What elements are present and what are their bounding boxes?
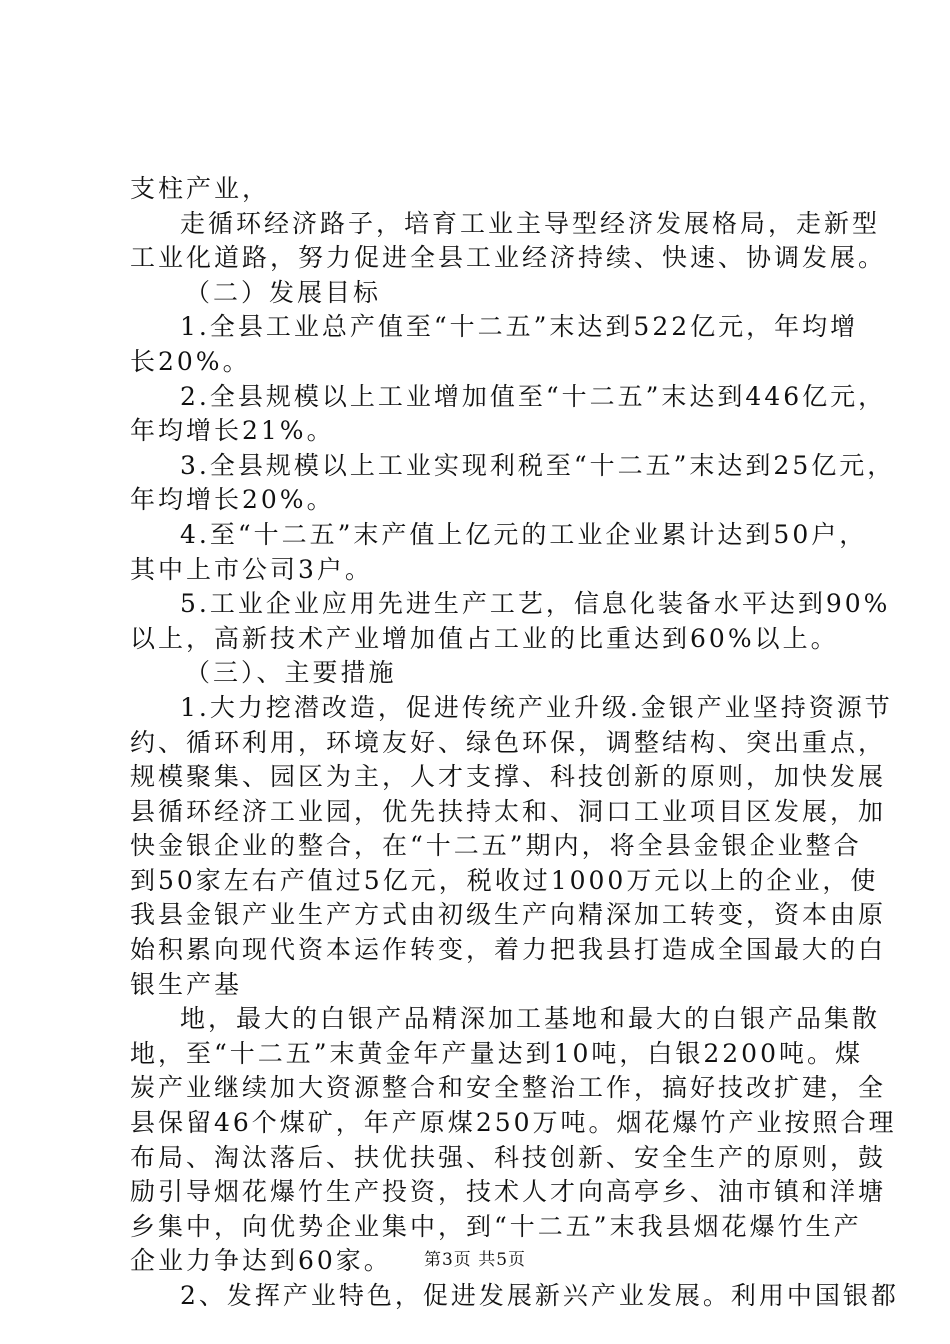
text-line: 企业力争达到60家。	[130, 1246, 392, 1276]
text-line: 县循环经济工业园，优先扶持太和、洞口工业项目区发展，加	[130, 796, 887, 826]
text-line: 银生产基	[130, 969, 243, 999]
page-number-footer: 第3页 共5页	[423, 1250, 527, 1270]
text-line: 支柱产业，	[130, 174, 271, 203]
text-line: 始积累向现代资本运作转变，着力把我县打造成全国最大的白	[130, 935, 887, 965]
text-line: 励引导烟花爆竹生产投资，技术人才向高亭乡、油市镇和洋塘	[130, 1177, 887, 1207]
text-line: 约、循环利用，环境友好、绿色环保，调整结构、突出重点，	[130, 727, 887, 757]
text-line: 规模聚集、园区为主，人才支撑、科技创新的原则，加快发展	[130, 762, 887, 792]
text-line: 5.工业企业应用先进生产工艺，信息化装备水平达到90%	[180, 589, 891, 619]
text-line: 县保留46个煤矿，年产原煤250万吨。烟花爆竹产业按照合理	[130, 1108, 897, 1138]
section-heading: （三）、主要措施	[185, 658, 397, 688]
text-line: 走循环经济路子，培育工业主导型经济发展格局，走新型	[180, 208, 881, 238]
document-body	[130, 172, 899, 1314]
text-line: 地，至“十二五”末黄金年产量达到10吨，白银2200吨。煤	[130, 1038, 863, 1068]
text-line: 炭产业继续加大资源整合和安全整治工作，搞好技改扩建，全	[130, 1073, 887, 1103]
text-line: 3.全县规模以上工业实现利税至“十二五”末达到25亿元，	[180, 450, 896, 480]
text-line: 1.全县工业总产值至“十二五”末达到522亿元，年均增	[180, 312, 859, 342]
text-line: 年均增长20%。	[130, 485, 335, 515]
text-line: 地，最大的白银产品精深加工基地和最大的白银产品集散	[180, 1004, 881, 1034]
text-line: 长20%。	[130, 346, 251, 376]
text-line: 其中上市公司3户。	[130, 554, 373, 584]
section-heading: （二）发展目标	[185, 277, 382, 307]
text-line: 以上，高新技术产业增加值占工业的比重达到60%以上。	[130, 623, 839, 653]
text-line: 乡集中，向优势企业集中，到“十二五”末我县烟花爆竹生产	[130, 1211, 862, 1241]
text-line: 2.全县规模以上工业增加值至“十二五”末达到446亿元，	[180, 381, 887, 411]
text-line: 4.至“十二五”末产值上亿元的工业企业累计达到50户，	[180, 519, 868, 549]
text-line: 到50家左右产值过5亿元，税收过1000万元以上的企业，使	[130, 865, 879, 895]
text-line: 2、发挥产业特色，促进发展新兴产业发展。利用中国银都	[180, 1281, 899, 1310]
text-line: 1.大力挖潜改造，促进传统产业升级.金银产业坚持资源节	[180, 692, 893, 722]
text-line: 快金银企业的整合，在“十二五”期内，将全县金银企业整合	[130, 831, 862, 861]
text-line: 布局、淘汰落后、扶优扶强、科技创新、安全生产的原则，鼓	[130, 1142, 887, 1172]
text-line: 工业化道路，努力促进全县工业经济持续、快速、协调发展。	[130, 243, 887, 273]
text-line: 年均增长21%。	[130, 416, 335, 446]
text-line: 我县金银产业生产方式由初级生产向精深加工转变，资本由原	[130, 900, 887, 930]
